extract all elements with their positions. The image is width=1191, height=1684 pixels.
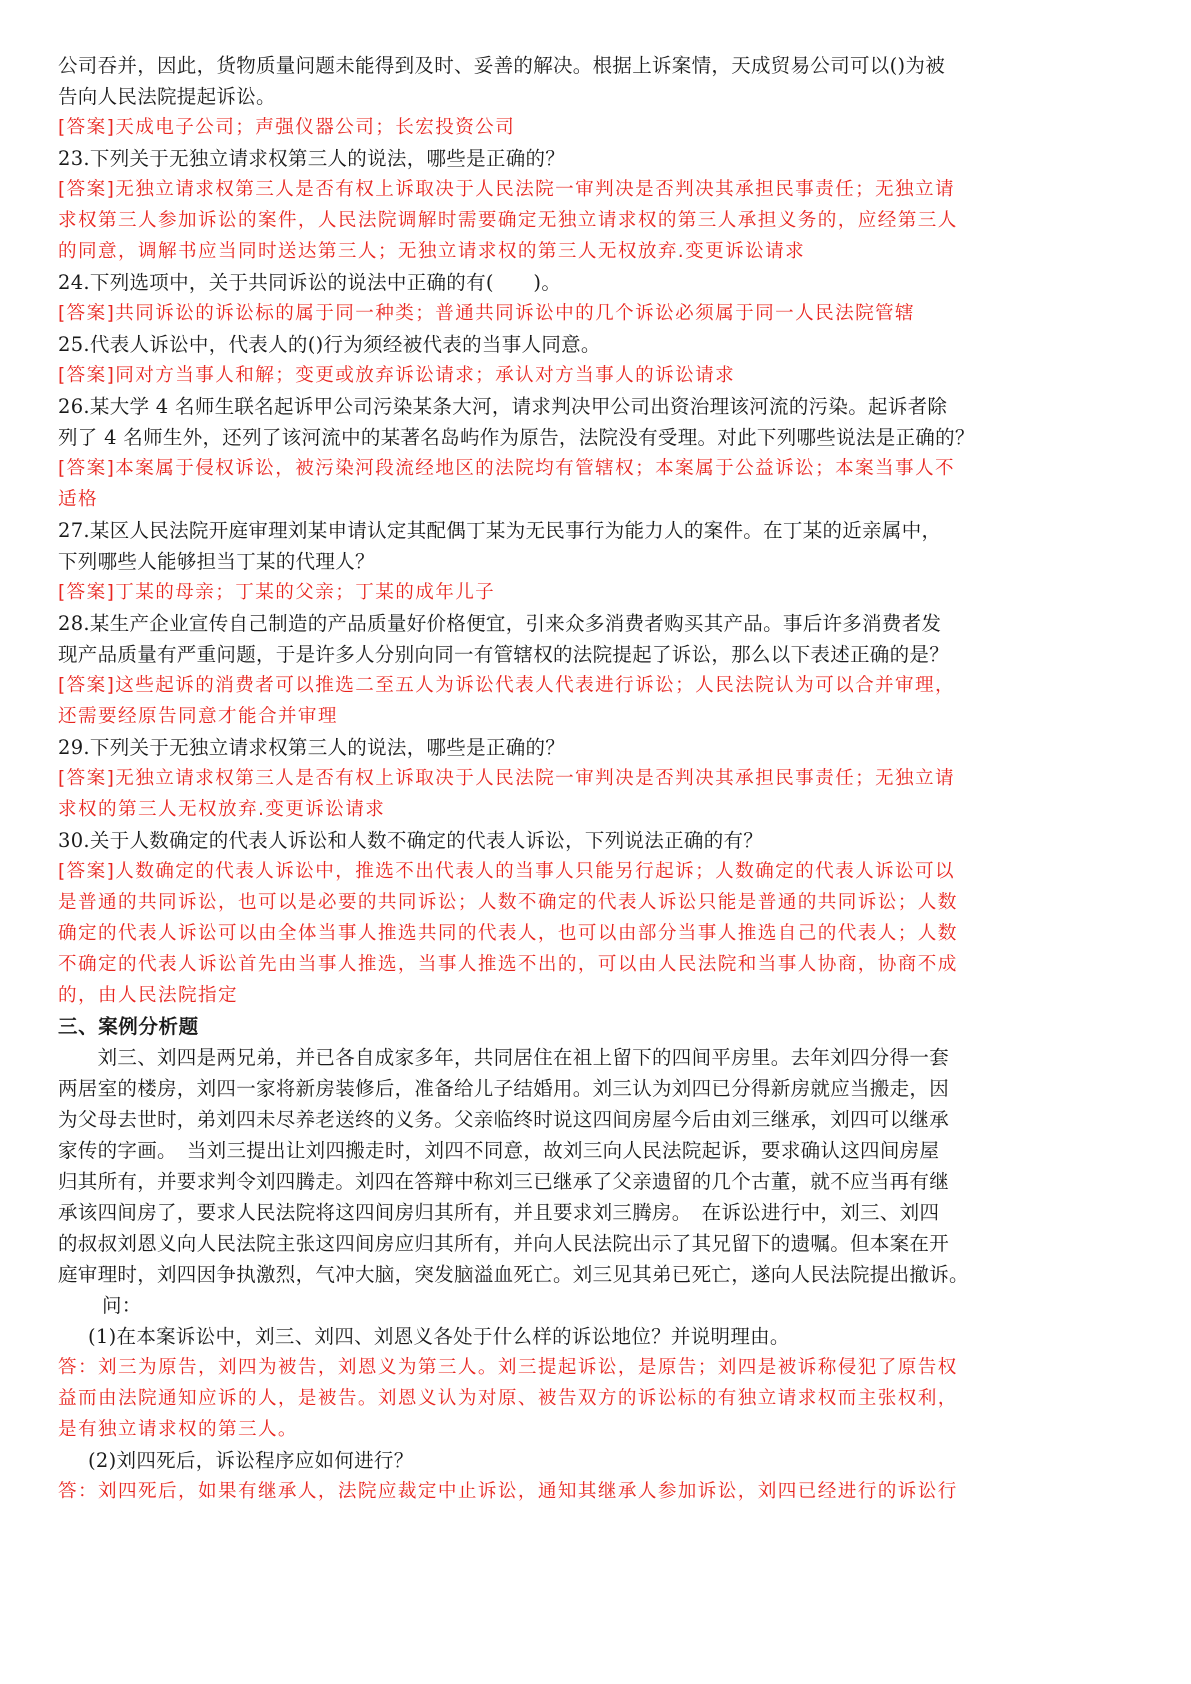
answer-line: [答案]同对方当事人和解；变更或放弃诉讼请求；承认对方当事人的诉讼请求 [58, 365, 736, 386]
question-line: 30.关于人数确定的代表人诉讼和人数不确定的代表人诉讼，下列说法正确的有？ [58, 829, 764, 852]
answer-line: 答：刘三为原告，刘四为被告，刘恩义为第三人。刘三提起诉讼，是原告；刘四是被诉称侵犯了原告权 [58, 1357, 958, 1378]
question-line: 承该四间房了，要求人民法院将这四间房归其所有，并且要求刘三腾房。 在诉讼进行中，刘三、刘四 [58, 1201, 940, 1224]
answer-line: [答案]共同诉讼的诉讼标的属于同一种类；普通共同诉讼中的几个诉讼必须属于同一人民法院管辖 [58, 303, 916, 324]
answer-line: 答：刘四死后，如果有继承人，法院应裁定中止诉讼，通知其继承人参加诉讼，刘四已经进行的诉讼行 [58, 1481, 958, 1502]
question-line: 23.下列关于无独立请求权第三人的说法，哪些是正确的？ [58, 147, 566, 170]
question-line: 的叔叔刘恩义向人民法院主张这四间房应归其所有，并向人民法院出示了其兄留下的遗嘱。但本案在开 [58, 1232, 950, 1255]
question-line: 两居室的楼房，刘四一家将新房装修后，准备给儿子结婚用。刘三认为刘四已分得新房就应当搬走，因 [58, 1077, 950, 1100]
question-line: 列了 4 名师生外，还列了该河流中的某著名岛屿作为原告，法院没有受理。对此下列哪些说法是正确的？ [58, 426, 975, 449]
question-line: 26.某大学 4 名师生联名起诉甲公司污染某条大河，请求判决甲公司出资治理该河流的污染。起诉者除 [58, 395, 948, 418]
question-label: 问： [102, 1294, 142, 1317]
question-line: 告向人民法院提起诉讼。 [58, 85, 276, 108]
answer-line: [答案]人数确定的代表人诉讼中，推选不出代表人的当事人只能另行起诉；人数确定的代表人诉讼可以 [58, 861, 956, 882]
answer-line: [答案]无独立请求权第三人是否有权上诉取决于人民法院一审判决是否判决其承担民事责任；无独立请 [58, 179, 956, 200]
sub-question: (2)刘四死后，诉讼程序应如何进行？ [88, 1449, 414, 1472]
answer-line: [答案]无独立请求权第三人是否有权上诉取决于人民法院一审判决是否判决其承担民事责任；无独立请 [58, 768, 956, 789]
answer-line: 求权第三人参加诉讼的案件，人民法院调解时需要确定无独立请求权的第三人承担义务的，应经第三人 [58, 210, 958, 231]
question-line: 庭审理时，刘四因争执激烈，气冲大脑，突发脑溢血死亡。刘三见其弟已死亡，遂向人民法院提出撤诉。 [58, 1263, 969, 1286]
question-line: 归其所有，并要求判令刘四腾走。刘四在答辩中称刘三已继承了父亲遗留的几个古董，就不应当再有继 [58, 1170, 950, 1193]
answer-line: [答案]丁某的母亲；丁某的父亲；丁某的成年儿子 [58, 582, 496, 603]
question-line: 为父母去世时，弟刘四未尽养老送终的义务。父亲临终时说这四间房屋今后由刘三继承，刘四可以继承 [58, 1108, 950, 1131]
question-line: 刘三、刘四是两兄弟，并已各自成家多年，共同居住在祖上留下的四间平房里。去年刘四分得一套 [58, 1046, 950, 1069]
question-line: 家传的字画。 当刘三提出让刘四搬走时，刘四不同意，故刘三向人民法院起诉，要求确认这四间房屋 [58, 1139, 940, 1162]
question-line: 下列哪些人能够担当丁某的代理人？ [58, 550, 375, 573]
answer-line: 确定的代表人诉讼可以由全体当事人推选共同的代表人，也可以由部分当事人推选自己的代表人；人数 [58, 923, 958, 944]
answer-line: 的，由人民法院指定 [58, 985, 238, 1006]
answer-line: [答案]这些起诉的消费者可以推选二至五人为诉讼代表人代表进行诉讼；人民法院认为可以合并审理， [58, 675, 956, 696]
question-line: 28.某生产企业宣传自己制造的产品质量好价格便宜，引来众多消费者购买其产品。事后许多消费者发 [58, 612, 942, 635]
answer-line: 是有独立请求权的第三人。 [58, 1419, 298, 1440]
section-heading: 三、案例分析题 [58, 1015, 199, 1038]
sub-question: (1)在本案诉讼中，刘三、刘四、刘恩义各处于什么样的诉讼地位？并说明理由。 [88, 1325, 790, 1348]
answer-line: 是普通的共同诉讼，也可以是必要的共同诉讼；人数不确定的代表人诉讼只能是普通的共同诉讼；人数 [58, 892, 958, 913]
answer-line: 求权的第三人无权放弃.变更诉讼请求 [58, 799, 386, 820]
answer-line: 益而由法院通知应诉的人，是被告。刘恩义认为对原、被告双方的诉讼标的有独立请求权而主张权利， [58, 1388, 958, 1409]
answer-line: 不确定的代表人诉讼首先由当事人推选，当事人推选不出的，可以由人民法院和当事人协商，协商不成 [58, 954, 958, 975]
question-line: 29.下列关于无独立请求权第三人的说法，哪些是正确的？ [58, 736, 566, 759]
answer-line: 的同意，调解书应当同时送达第三人；无独立请求权的第三人无权放弃.变更诉讼请求 [58, 241, 806, 262]
answer-line: [答案]本案属于侵权诉讼，被污染河段流经地区的法院均有管辖权；本案属于公益诉讼；本案当事人不 [58, 458, 956, 479]
answer-line: [答案]天成电子公司；声强仪器公司；长宏投资公司 [58, 117, 516, 138]
question-line: 公司吞并，因此，货物质量问题未能得到及时、妥善的解决。根据上诉案情，天成贸易公司可以()为被 [58, 54, 946, 77]
answer-line: 适格 [58, 489, 98, 510]
question-line: 现产品质量有严重问题，于是许多人分别向同一有管辖权的法院提起了诉讼，那么以下表述正确的是？ [58, 643, 950, 666]
answer-line: 还需要经原告同意才能合并审理 [58, 706, 338, 727]
question-line: 27.某区人民法院开庭审理刘某申请认定其配偶丁某为无民事行为能力人的案件。在丁某的近亲属中， [58, 519, 942, 542]
question-line: 24.下列选项中，关于共同诉讼的说法中正确的有( )。 [58, 271, 562, 294]
question-line: 25.代表人诉讼中，代表人的()行为须经被代表的当事人同意。 [58, 333, 601, 356]
